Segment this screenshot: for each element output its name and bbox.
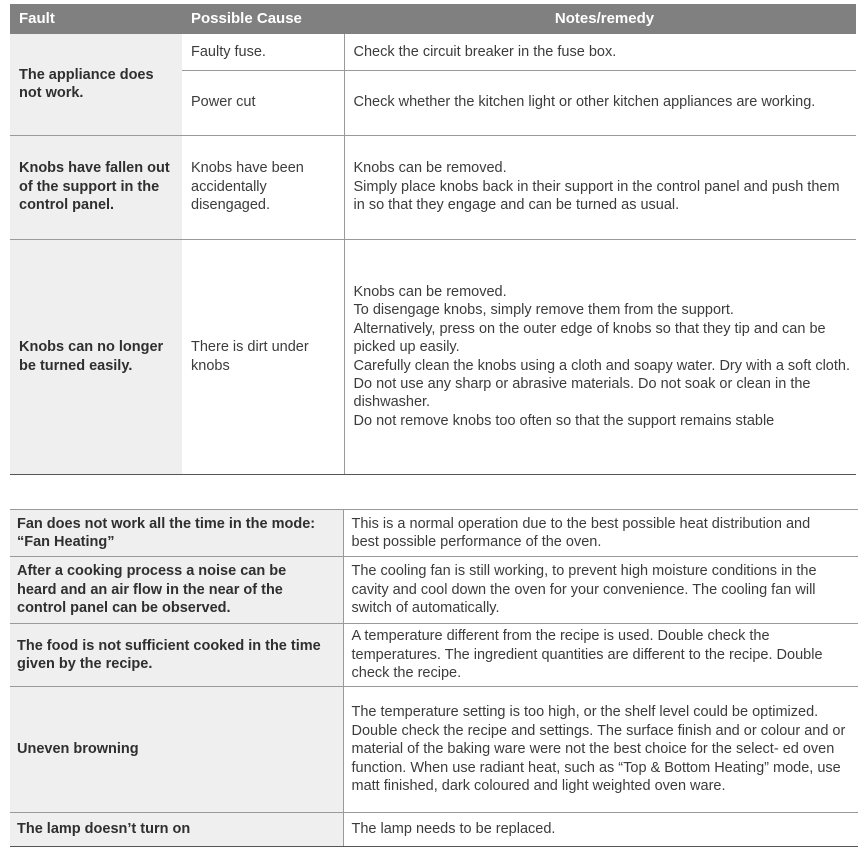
notes-cell: A temperature different from the recipe is used. Double check the temperatures. The ingredient quantities are different to the recipe. Double check the recipe. bbox=[343, 624, 858, 687]
header-possible-cause: Possible Cause bbox=[182, 4, 344, 34]
fault-cell: Uneven browning bbox=[10, 687, 343, 813]
note-line: Do not use any sharp or abrasive materials. Do not soak or clean in the dishwasher. bbox=[353, 375, 811, 411]
cause-cell: Faulty fuse. bbox=[182, 34, 344, 70]
notes-cell: The cooling fan is still working, to prevent high moisture conditions in the cavity and cool down the oven for your convenience. The cooling fan will switch of automatically. bbox=[343, 557, 858, 624]
note-line: Simply place knobs back in their support in the control panel and push them in so that they engage and can be turned as usual. bbox=[353, 178, 840, 214]
troubleshooting-table-2 bbox=[10, 509, 858, 847]
note-line: Do not remove knobs too often so that the support remains stable bbox=[353, 412, 775, 429]
notes-cell: This is a normal operation due to the best possible heat distribution and best possible performance of the oven. bbox=[343, 510, 858, 557]
notes-cell: The temperature setting is too high, or the shelf level could be optimized. Double check the recipe and settings. The surface finish and or colour and or material of the baking ware were not the best choice for the select- ed oven function. When use radiant heat, such as “Top & Bottom Heating” mode, use matt finished, dark coloured and light weighted oven ware. bbox=[343, 687, 858, 813]
table-row bbox=[10, 813, 858, 847]
cause-cell: There is dirt under knobs bbox=[182, 239, 344, 474]
note-line: Carefully clean the knobs using a cloth and soapy water. Dry with a soft cloth. bbox=[353, 357, 850, 374]
fault-cell: The lamp doesn’t turn on bbox=[10, 813, 343, 847]
notes-cell: Check whether the kitchen light or other kitchen appliances are working. bbox=[344, 70, 856, 135]
note-line: To disengage knobs, simply remove them from the support. bbox=[353, 302, 734, 319]
table-row bbox=[10, 34, 856, 70]
table-row bbox=[10, 624, 858, 687]
fault-cell: The food is not sufficient cooked in the time given by the recipe. bbox=[10, 624, 343, 687]
table-row bbox=[10, 510, 858, 557]
fault-cell: Fan does not work all the time in the mode: “Fan Heating” bbox=[10, 510, 343, 557]
table-header-row bbox=[10, 4, 856, 34]
notes-cell bbox=[344, 135, 856, 239]
table-row bbox=[10, 239, 856, 474]
cause-cell: Knobs have been accidentally disengaged. bbox=[182, 135, 344, 239]
note-line: Alternatively, press on the outer edge of knobs so that they tip and can be picked up easily. bbox=[353, 320, 826, 356]
troubleshooting-table-1 bbox=[10, 4, 856, 475]
table-row bbox=[10, 557, 858, 624]
cause-cell: Power cut bbox=[182, 70, 344, 135]
note-line: Knobs can be removed. bbox=[353, 283, 507, 300]
fault-cell: The appliance does not work. bbox=[10, 34, 182, 135]
header-fault: Fault bbox=[10, 4, 182, 34]
notes-cell bbox=[344, 239, 856, 474]
fault-cell: Knobs can no longer be turned easily. bbox=[10, 239, 182, 474]
header-notes-remedy: Notes/remedy bbox=[344, 4, 856, 34]
fault-cell: After a cooking process a noise can be heard and an air flow in the near of the control panel can be observed. bbox=[10, 557, 343, 624]
fault-cell: Knobs have fallen out of the support in the control panel. bbox=[10, 135, 182, 239]
note-line: Knobs can be removed. bbox=[353, 160, 507, 177]
table-row bbox=[10, 687, 858, 813]
notes-cell: Check the circuit breaker in the fuse box. bbox=[344, 34, 856, 70]
notes-cell: The lamp needs to be replaced. bbox=[343, 813, 858, 847]
table-row bbox=[10, 135, 856, 239]
